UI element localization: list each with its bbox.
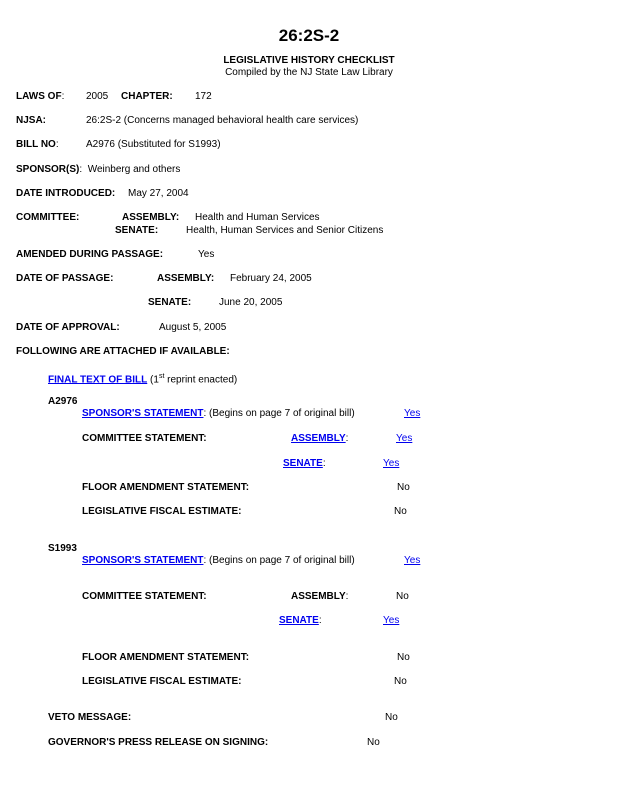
committee-senate-value: Health, Human Services and Senior Citizens (186, 225, 384, 236)
a2976-senate-yes-link[interactable]: Yes (383, 458, 400, 469)
laws-year: 2005 (86, 91, 109, 102)
a2976-assembly-link[interactable]: ASSEMBLY (291, 433, 346, 444)
final-text-row: FINAL TEXT OF BILL (1st reprint enacted) (48, 373, 238, 386)
a2976-floor-label: FLOOR AMENDMENT STATEMENT: (82, 482, 250, 493)
njsa-label: NJSA: (16, 115, 47, 126)
compiled-by: Compiled by the NJ State Law Library (225, 67, 393, 78)
a2976-sponsor-row (82, 408, 355, 419)
s1993-floor-value: No (397, 652, 410, 663)
committee-senate-label: SENATE: (115, 225, 159, 236)
sponsors-label: SPONSOR(S) (16, 164, 80, 175)
s1993-fiscal-value: No (394, 676, 407, 687)
approval-value: August 5, 2005 (159, 322, 227, 333)
veto-value: No (385, 712, 398, 723)
a2976-fiscal-value: No (394, 506, 407, 517)
s1993-heading: S1993 (48, 543, 77, 554)
bill-no-value: A2976 (Substituted for S1993) (86, 139, 221, 150)
a2976-assembly-yes-link[interactable]: Yes (396, 433, 413, 444)
passage-senate-label: SENATE: (148, 297, 192, 308)
page-subtitle: LEGISLATIVE HISTORY CHECKLIST (223, 55, 395, 66)
s1993-senate-link[interactable]: SENATE (279, 615, 319, 626)
s1993-fiscal-label: LEGISLATIVE FISCAL ESTIMATE: (82, 676, 242, 687)
bill-no-label: BILL NO: (16, 139, 59, 150)
s1993-senate-yes-link[interactable]: Yes (383, 615, 400, 626)
s1993-sponsor-statement-link[interactable]: SPONSOR'S STATEMENT (82, 555, 204, 566)
s1993-floor-label: FLOOR AMENDMENT STATEMENT: (82, 652, 250, 663)
passage-senate-value: June 20, 2005 (219, 297, 283, 308)
laws-of-label: LAWS OF: (16, 91, 65, 102)
chapter-number: 172 (195, 91, 212, 102)
s1993-assembly-value: No (396, 591, 409, 602)
passage-assembly-value: February 24, 2005 (230, 273, 312, 284)
page-title: 26:2S-2 (278, 26, 340, 45)
a2976-sponsor-statement-link[interactable]: SPONSOR'S STATEMENT (82, 408, 204, 419)
amended-label: AMENDED DURING PASSAGE: (16, 249, 164, 260)
approval-label: DATE OF APPROVAL: (16, 322, 120, 333)
s1993-sponsor-yes-link[interactable]: Yes (404, 555, 421, 566)
a2976-committee-senate: SENATE: (283, 458, 326, 469)
committee-label: COMMITTEE: (16, 212, 80, 223)
final-text-link[interactable]: FINAL TEXT OF BILL (48, 374, 148, 386)
date-introduced-value: May 27, 2004 (128, 188, 189, 199)
committee-assembly-label: ASSEMBLY: (122, 212, 180, 223)
a2976-heading: A2976 (48, 396, 78, 407)
s1993-committee-assembly: ASSEMBLY: (291, 591, 349, 602)
governor-label: GOVERNOR'S PRESS RELEASE ON SIGNING: (48, 737, 269, 748)
a2976-committee-label: COMMITTEE STATEMENT: (82, 433, 207, 444)
s1993-committee-senate: SENATE: (279, 615, 322, 626)
committee-assembly-value: Health and Human Services (195, 212, 320, 223)
date-introduced-label: DATE INTRODUCED: (16, 188, 116, 199)
passage-label: DATE OF PASSAGE: (16, 273, 114, 284)
attached-heading: FOLLOWING ARE ATTACHED IF AVAILABLE: (16, 346, 230, 357)
chapter-label: CHAPTER: (121, 91, 173, 102)
sponsors-row: SPONSOR(S): Weinberg and others (16, 164, 181, 175)
a2976-sponsor-yes-link[interactable]: Yes (404, 408, 421, 419)
njsa-value: 26:2S-2 (Concerns managed behavioral health care services) (86, 115, 359, 126)
a2976-floor-value: No (397, 482, 410, 493)
passage-assembly-label: ASSEMBLY: (157, 273, 215, 284)
a2976-committee-assembly: ASSEMBLY: (291, 433, 349, 444)
a2976-fiscal-label: LEGISLATIVE FISCAL ESTIMATE: (82, 506, 242, 517)
a2976-sponsor-note: : (Begins on page 7 of original bill) (203, 408, 355, 419)
s1993-sponsor-note: : (Begins on page 7 of original bill) (203, 555, 355, 566)
veto-label: VETO MESSAGE: (48, 712, 132, 723)
amended-value: Yes (198, 249, 215, 260)
a2976-senate-link[interactable]: SENATE (283, 458, 323, 469)
sponsors-value: Weinberg and others (87, 164, 181, 175)
s1993-committee-label: COMMITTEE STATEMENT: (82, 591, 207, 602)
s1993-sponsor-row (82, 555, 355, 566)
governor-value: No (367, 737, 380, 748)
